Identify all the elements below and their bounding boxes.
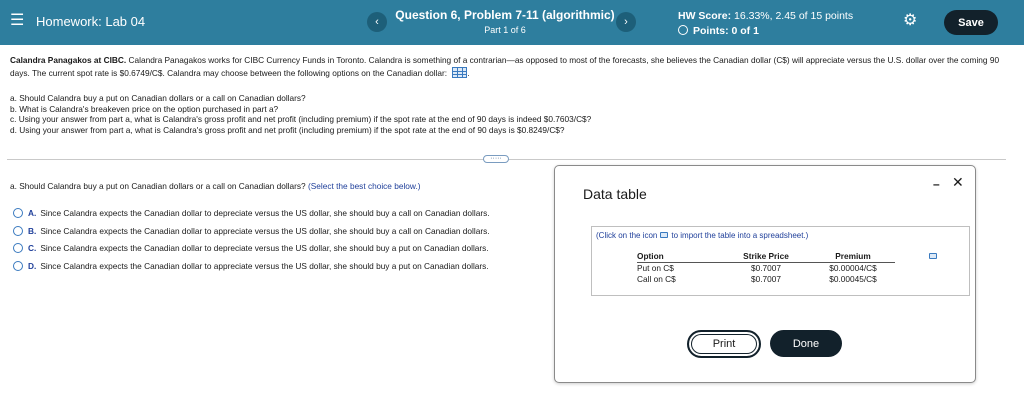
- choice-letter: A.: [28, 208, 37, 218]
- question-part: Part 1 of 6: [484, 25, 526, 35]
- part-a-question: a. Should Calandra buy a put on Canadian dollars or a call on Canadian dollars?: [10, 181, 306, 191]
- choice-text: Since Calandra expects the Canadian dollar to appreciate versus the US dollar, she should buy a call on Canadian dollars.: [40, 225, 490, 236]
- answer-choices: [13, 207, 490, 277]
- points-label: Points:: [693, 25, 729, 37]
- radio-button[interactable]: [13, 243, 23, 253]
- table-cell: $0.7007: [751, 262, 781, 273]
- problem-end: .: [467, 68, 470, 78]
- done-button[interactable]: Done: [770, 330, 842, 357]
- column-header: Strike Price: [721, 251, 811, 262]
- table-cell: Put on C$: [637, 262, 674, 273]
- part-a-hint: (Select the best choice below.): [307, 181, 421, 191]
- hamburger-menu-icon[interactable]: ☰: [10, 12, 25, 29]
- column-header: Premium: [811, 251, 895, 262]
- table-row: [637, 273, 895, 284]
- import-hint-after: to import the table into a spreadsheet.): [671, 231, 809, 240]
- table-cell: Call on C$: [637, 273, 676, 284]
- choice-d[interactable]: [13, 260, 490, 278]
- choice-c[interactable]: [13, 242, 490, 260]
- import-hint: [596, 231, 808, 240]
- data-table-box: [591, 226, 970, 296]
- save-button[interactable]: Save: [944, 10, 998, 35]
- radio-button[interactable]: [13, 226, 23, 236]
- table-row: [637, 262, 895, 273]
- previous-question-button[interactable]: ‹: [367, 12, 387, 32]
- homework-title: Homework: Lab 04: [36, 14, 146, 29]
- table-cell: $0.00045/C$: [829, 273, 877, 284]
- choice-b[interactable]: [13, 225, 490, 243]
- hw-score-label: HW Score:: [678, 10, 732, 22]
- question-list: [10, 93, 810, 135]
- problem-title: Calandra Panagakos at CIBC.: [10, 55, 127, 65]
- settings-gear-icon[interactable]: ⚙: [903, 12, 918, 29]
- table-cell: $0.7007: [751, 273, 781, 284]
- question-item: a. Should Calandra buy a put on Canadian dollars or a call on Canadian dollars?: [10, 93, 306, 103]
- import-hint-before: (Click on the icon: [596, 231, 658, 240]
- spreadsheet-icon: [660, 232, 668, 238]
- hw-score-value: 16.33%, 2.45 of 15 points: [734, 10, 854, 22]
- problem-statement: [10, 54, 1000, 80]
- next-question-button[interactable]: ›: [616, 12, 636, 32]
- problem-body: Calandra Panagakos works for CIBC Currency Funds in Toronto. Calandra is something of a contrarian—as opposed to most of the forecasts, she believes the Canadian dollar (C$) will appreciate versus the U.S. dollar over the coming 90 days. The current spot rate is $0.6749/C$. Calandra may choose between the following options on the Canadian dollar:: [10, 55, 1000, 78]
- choice-text: Since Calandra expects the Canadian dollar to depreciate versus the US dollar, she should buy a call on Canadian dollars.: [40, 208, 490, 218]
- radio-button[interactable]: [13, 261, 23, 271]
- choice-letter: C.: [28, 243, 37, 253]
- table-cell: $0.00004/C$: [829, 262, 877, 273]
- points-circle-icon: [678, 25, 688, 35]
- dialog-title: Data table: [583, 186, 647, 202]
- data-table-grid-icon[interactable]: [452, 67, 470, 78]
- options-table: [637, 251, 895, 284]
- choice-letter: B.: [28, 225, 37, 236]
- question-title: Question 6, Problem 7-11 (algorithmic): [395, 8, 615, 22]
- points: [678, 25, 759, 37]
- choice-text: Since Calandra expects the Canadian dollar to depreciate versus the US dollar, she should buy a put on Canadian dollars.: [40, 243, 489, 253]
- top-bar: [0, 0, 1024, 45]
- choice-letter: D.: [28, 260, 37, 271]
- choice-text: Since Calandra expects the Canadian dollar to appreciate versus the US dollar, she should buy a put on Canadian dollars.: [40, 260, 489, 271]
- data-table-dialog: [554, 165, 976, 383]
- points-value: 0 of 1: [731, 25, 759, 37]
- table-header-row: [637, 251, 895, 262]
- hw-score: [678, 10, 853, 22]
- import-spreadsheet-icon[interactable]: [929, 253, 937, 259]
- radio-button[interactable]: [13, 208, 23, 218]
- print-button[interactable]: Print: [687, 330, 761, 358]
- part-a-prompt: [10, 181, 421, 191]
- expand-button[interactable]: ·····: [483, 155, 509, 163]
- minimize-icon[interactable]: –: [933, 177, 940, 191]
- close-icon[interactable]: ✕: [952, 174, 964, 190]
- choice-a[interactable]: [13, 207, 490, 225]
- question-item: c. Using your answer from part a, what is Calandra's gross profit and net profit (including premium) if the spot rate at the end of 90 days is indeed $0.7603/C$?: [10, 114, 592, 125]
- question-item: d. Using your answer from part a, what is Calandra's gross profit and net profit (including premium) if the spot rate at the end of 90 days is $0.8249/C$?: [10, 124, 565, 135]
- question-item: b. What is Calandra's breakeven price on the option purchased in part a?: [10, 103, 279, 114]
- column-header: Option: [637, 251, 721, 262]
